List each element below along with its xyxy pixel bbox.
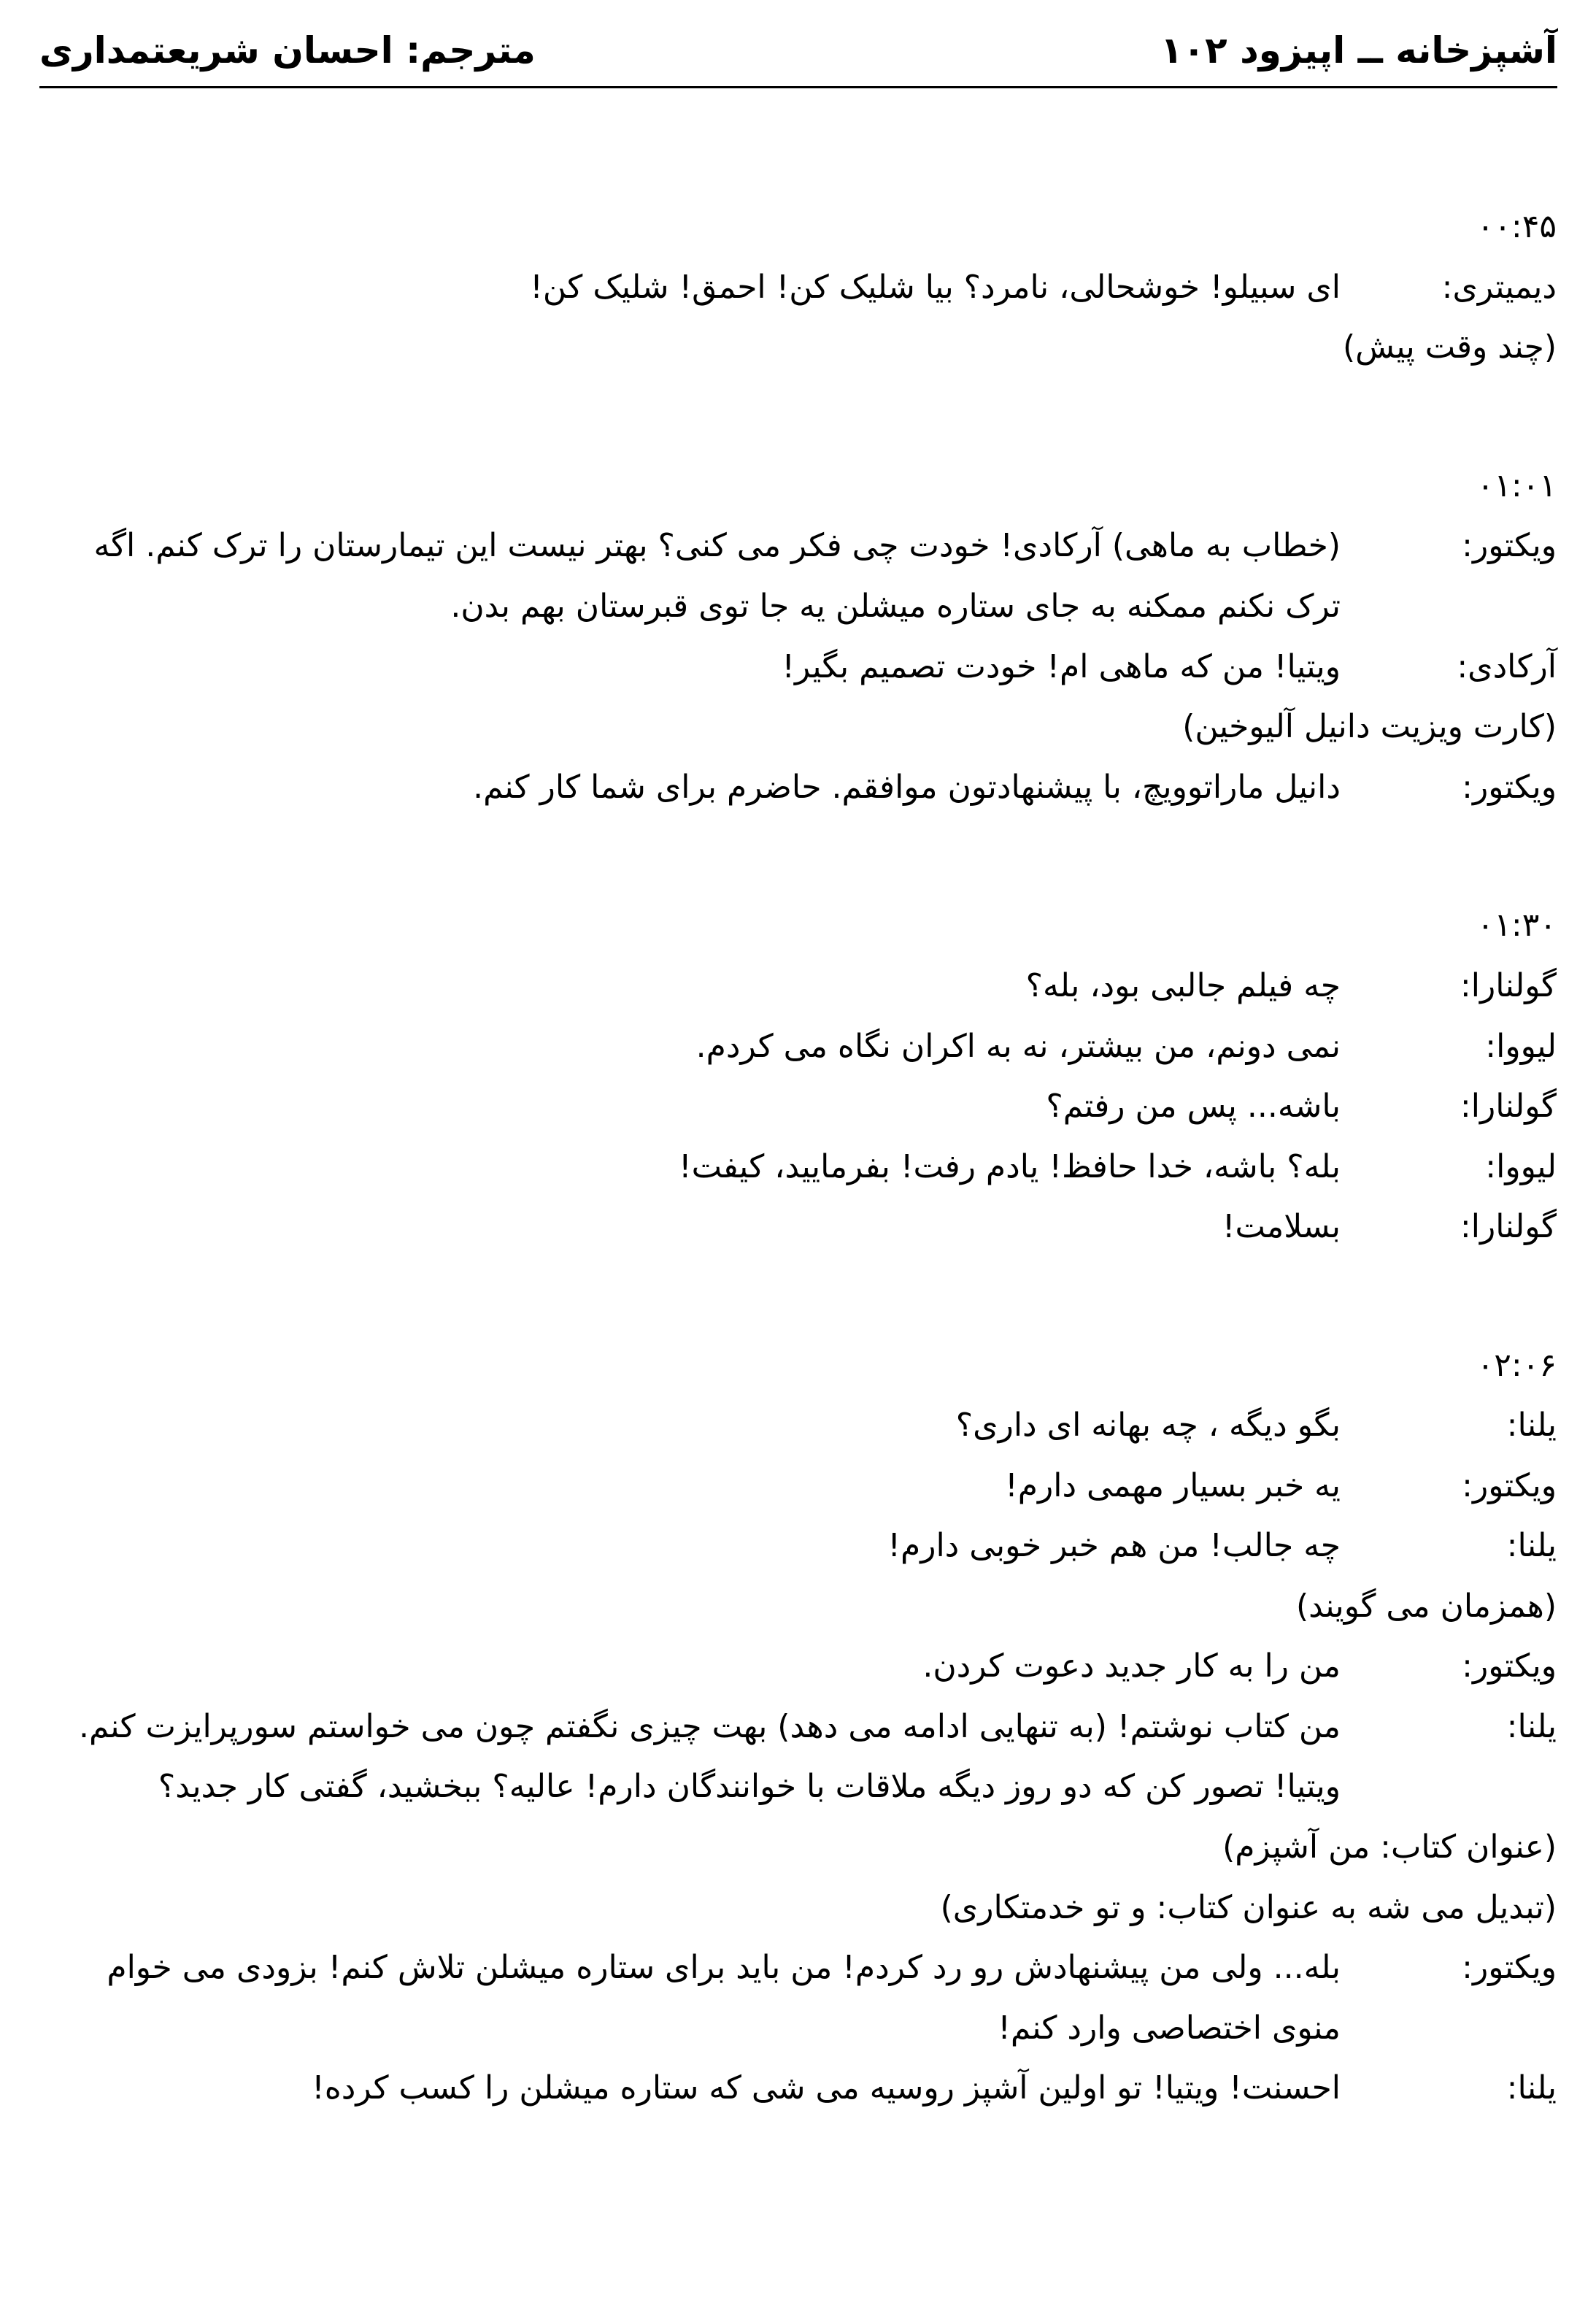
speaker-name: ویکتور: — [1462, 769, 1557, 806]
speaker-name: دیمیتری: — [1441, 269, 1557, 306]
speaker-name: ویکتور: — [1462, 1647, 1557, 1685]
dialogue-text: ویتیا! من که ماهی ام! خودت تصمیم بگیر! — [782, 648, 1341, 685]
speaker-name: یلنا: — [1506, 1527, 1557, 1564]
timestamp: ۰۲:۰۶ — [1476, 1347, 1557, 1384]
timestamp: ۰۱:۳۰ — [1476, 907, 1557, 944]
speaker-name: آرکادی: — [1457, 648, 1557, 685]
speaker-name: لیووا: — [1485, 1148, 1557, 1185]
dialogue-text: من کتاب نوشتم! (به تنهایی ادامه می دهد) بهت چیزی نگفتم چون می خواستم سورپرایزت کنم. — [79, 1708, 1341, 1745]
dialogue-text: احسنت! ویتیا! تو اولین آشپز روسیه می شی که ستاره میشلن را کسب کرده! — [312, 2069, 1341, 2107]
dialogue-continuation: منوی اختصاصی وارد کنم! — [998, 2009, 1341, 2047]
translator-credit: مترجم: احسان شریعتمداری — [39, 29, 536, 72]
dialogue-text: بسلامت! — [1222, 1208, 1341, 1245]
timestamp: ۰۰:۴۵ — [1476, 208, 1557, 245]
dialogue-text: (خطاب به ماهی) آرکادی! خودت چی فکر می کنی؟ بهتر نیست این تیمارستان را ترک کنم. اگه — [93, 527, 1341, 564]
dialogue-text: نمی دونم، من بیشتر، نه به اکران نگاه می کردم. — [695, 1028, 1341, 1065]
dialogue-text: چه فیلم جالبی بود، بله؟ — [1025, 967, 1341, 1004]
speaker-name: ویکتور: — [1462, 527, 1557, 564]
dialogue-text: من را به کار جدید دعوت کردن. — [922, 1647, 1341, 1685]
speaker-name: یلنا: — [1506, 2069, 1557, 2107]
dialogue-text: دانیل ماراتوویچ، با پیشنهادتون موافقم. حاضرم برای شما کار کنم. — [473, 769, 1341, 806]
dialogue-text: چه جالب! من هم خبر خوبی دارم! — [887, 1527, 1341, 1564]
speaker-name: لیووا: — [1485, 1028, 1557, 1065]
dialogue-text: بله؟ باشه، خدا حافظ! یادم رفت! بفرمایید، کیفت! — [678, 1148, 1341, 1185]
speaker-name: گولنارا: — [1460, 967, 1557, 1004]
page-header — [39, 29, 1557, 88]
dialogue-continuation: ویتیا! تصور کن که دو روز دیگه ملاقات با خوانندگان دارم! عالیه؟ ببخشید، گفتی کار جدید؟ — [158, 1768, 1341, 1805]
dialogue-text: ای سبیلو! خوشحالی، نامرد؟ بیا شلیک کن! احمق! شلیک کن! — [530, 269, 1341, 306]
stage-note: (تبدیل می شه به عنوان کتاب: و تو خدمتکاری) — [940, 1889, 1557, 1926]
speaker-name: یلنا: — [1506, 1708, 1557, 1745]
speaker-name: ویکتور: — [1462, 1467, 1557, 1504]
dialogue-continuation: ترک نکنم ممکنه به جای ستاره میشلن یه جا توی قبرستان بهم بدن. — [450, 588, 1341, 625]
stage-note: (همزمان می گویند) — [1295, 1588, 1557, 1625]
dialogue-text: یه خبر بسیار مهمی دارم! — [1005, 1467, 1341, 1504]
stage-note: (کارت ویزیت دانیل آلیوخین) — [1182, 708, 1557, 745]
document-title: آشپزخانه ــ اپیزود ۱۰۲ — [1160, 29, 1557, 72]
stage-note: (عنوان کتاب: من آشپزم) — [1222, 1828, 1557, 1866]
dialogue-text: بگو دیگه ، چه بهانه ای داری؟ — [955, 1407, 1341, 1444]
speaker-name: گولنارا: — [1460, 1208, 1557, 1245]
dialogue-text: باشه... پس من رفتم؟ — [1046, 1088, 1341, 1125]
speaker-name: یلنا: — [1506, 1407, 1557, 1444]
speaker-name: گولنارا: — [1460, 1088, 1557, 1125]
stage-note: (چند وقت پیش) — [1343, 328, 1557, 366]
timestamp: ۰۱:۰۱ — [1476, 467, 1557, 504]
speaker-name: ویکتور: — [1462, 1949, 1557, 1986]
dialogue-text: بله... ولی من پیشنهادش رو رد کردم! من باید برای ستاره میشلن تلاش کنم! بزودی می خوام — [107, 1949, 1341, 1986]
